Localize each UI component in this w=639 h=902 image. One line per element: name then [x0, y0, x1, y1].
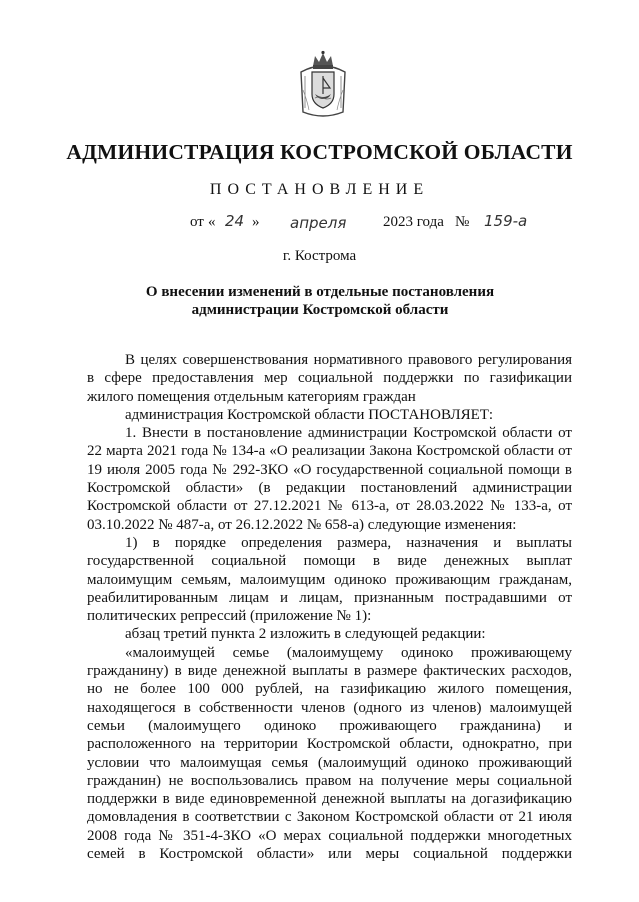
document-body	[87, 351, 572, 863]
document-number-handwritten: 159-а	[484, 212, 528, 230]
paragraph-item-1: 1. Внести в постановление администрации Костромской области от 22 марта 2021 года № 134-а «О реализации Закона Костромской области от 19 июля 2005 года № 292-ЗКО «О государственной социальной помощи в Костромской области» (в редакции постановлений администрации Костромской области от 27.12.2021 № 613-а, от 28.03.2022 № 133-а, от 03.10.2022 № 487-а, от 26.12.2022 № 658-а) следующие изменения:	[87, 425, 572, 533]
title-line-2: администрации Костромской области	[191, 302, 449, 318]
paragraph-subitem-1: 1) в порядке определения размера, назначения и выплаты государственной социальной помощи в виде денежных выплат малоимущим семьям, малоимущим одиноко проживающим гражданам, реабилитированным лицам и лицам, признанным пострадавшими от политических репрессий (приложение № 1):	[87, 534, 572, 625]
date-close-quote: »	[252, 214, 260, 230]
date-year: 2023 года	[383, 214, 444, 230]
org-name: АДМИНИСТРАЦИЯ КОСТРОМСКОЙ ОБЛАСТИ	[66, 140, 573, 164]
paragraph-amendment-text: «малоимущей семье (малоимущему одиноко проживающему гражданину) в виде денежной выплаты в размере фактических расходов, но не более 100 000 рублей, на газификацию жилого помещения, находящегося в собственности членов (одного из членов) малоимущей семьи (малоимущего одиноко проживающего гражданина) и расположенного на территории Костромской области, однократно, при условии что малоимущая семья (малоимущий одиноко проживающий гражданин) не воспользовались правом на получение меры социальной поддержки в виде единовременной денежной выплаты на догазификацию домовладения в соответствии с Законом Костромской области от 21 июля 2008 года № 351-4-ЗКО «О мерах социальной поддержки многодетных семей в Костромской области» или меры социальной поддержки	[87, 644, 572, 863]
date-day-handwritten: 24	[225, 212, 245, 230]
document-title	[120, 283, 520, 319]
coat-of-arms-icon	[297, 50, 349, 120]
date-open-quote: «	[208, 214, 216, 230]
date-prefix: от	[190, 214, 204, 230]
title-line-1: О внесении изменений в отдельные постановления	[145, 284, 495, 300]
city: г. Кострома	[282, 248, 357, 264]
paragraph-amendment-intro: абзац третий пункта 2 изложить в следующей редакции:	[125, 626, 486, 643]
paragraph-resolves: администрация Костромской области ПОСТАНОВЛЯЕТ:	[125, 406, 494, 423]
paragraph-preamble: В целях совершенствования нормативного правового регулирования в сфере предоставления мер социальной поддержки по газификации жилого помещения отдельным категориям граждан	[87, 352, 572, 405]
document-type: ПОСТАНОВЛЕНИЕ	[209, 181, 430, 198]
number-sign: №	[455, 214, 470, 230]
date-month-handwritten: апреля	[290, 214, 347, 232]
